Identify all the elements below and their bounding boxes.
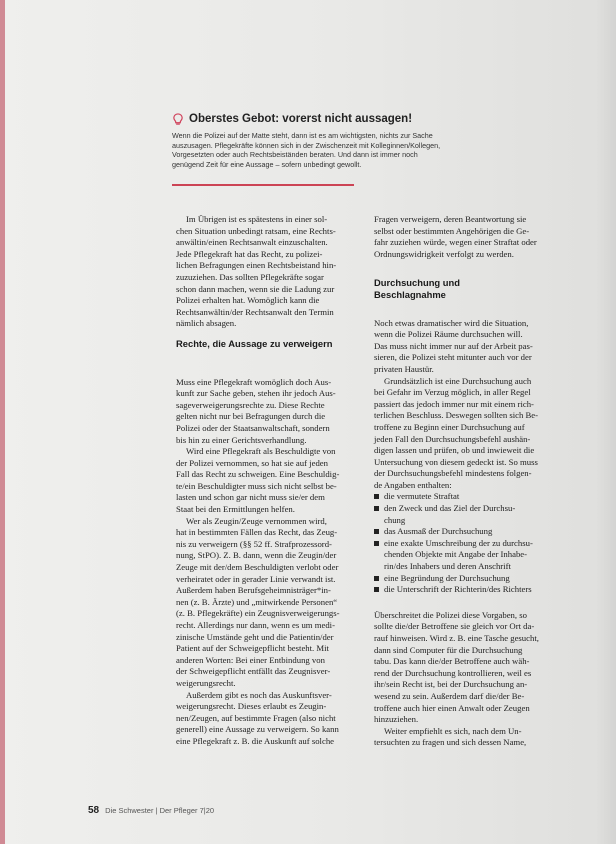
text-line: Außerdem haben Berufsgeheimnisträger*in-: [176, 585, 331, 596]
text-line: digen lassen und prüfen, ob und inwieweit die: [374, 445, 535, 456]
text-line: tabu. Das kann die/der Betroffene auch wäh-: [374, 656, 530, 667]
info-box-title: Oberstes Gebot: vorerst nicht aussagen!: [189, 113, 413, 125]
info-box-line: Wenn die Polizei auf der Matte steht, dann ist es am wichtigsten, nichts zur Sache: [172, 131, 433, 140]
bullet-icon: [374, 494, 379, 499]
text-line: weigerungsrecht.: [176, 677, 236, 688]
text-line: nen/Zeugen, auf bestimmte Fragen (also nicht: [176, 712, 336, 723]
text-line: selbst oder bestimmten Angehörigen die Ge-: [374, 225, 530, 236]
text-line: Wer als Zeugin/Zeuge vernommen wird,: [186, 515, 327, 526]
text-line: Zeuge mit der/dem Beschuldigten verlobt oder: [176, 562, 339, 573]
section-heading: Rechte, die Aussage zu verweigern: [176, 337, 333, 349]
page-edge-stripe: [0, 0, 5, 844]
section-heading: Beschlagnahme: [374, 288, 446, 300]
text-line: zuzuziehen. Das sollten Pflegekräfte sogar: [176, 271, 324, 282]
text-line: troffene zu Beginn einer Durchsuchung auf: [374, 421, 525, 432]
text-line: anderen Worten: Bei einer Entbindung von: [176, 654, 325, 665]
text-line: fahr zuziehen würde, wegen einer Straftat oder: [374, 237, 537, 248]
bullet-item: [374, 538, 558, 550]
info-box-text: [172, 131, 442, 169]
text-line: sollte die/der Betroffene sie gleich vor Ort da-: [374, 621, 535, 632]
info-box-divider: [172, 184, 354, 186]
bullet-icon: [374, 506, 379, 511]
bullet-item: [374, 573, 558, 585]
text-line: Das muss nicht immer nur auf der Arbeit pas-: [374, 340, 533, 351]
text-line: nämlich absagen.: [176, 318, 237, 329]
text-line: schon dann machen, wenn sie die Ladung zur: [176, 283, 335, 294]
text-line: Wird eine Pflegekraft als Beschuldigte von: [186, 446, 336, 457]
text-line: weigerungsrecht. Dieses erlaubt es Zeugin-: [176, 701, 327, 712]
text-line: sageverweigerungsrechte zu. Diese Rechte: [176, 399, 325, 410]
text-line: lichen Befragungen einen Rechtsbeistand hin-: [176, 260, 337, 271]
text-line: Polizei oder der Staatsanwaltschaft, sondern: [176, 422, 330, 433]
text-line: de Angaben enthalten:: [374, 479, 452, 490]
publication-source: Die Schwester | Der Pfleger 7|20: [105, 806, 215, 815]
info-box: [172, 112, 442, 169]
text-line: Ordnungswidrigkeit verfolgt zu werden.: [374, 248, 514, 259]
text-line: jeden Fall den Durchsuchungsbefehl aushän-: [374, 433, 531, 444]
text-line: Fragen verweigern, deren Beantwortung sie: [374, 214, 527, 224]
lightbulb-icon: [172, 113, 184, 126]
page-shadow: [596, 0, 616, 844]
text-line: Untersuchung von diesem gedeckt ist. So muss: [374, 456, 538, 467]
text-line: ihr/sein Recht ist, bei der Durchsuchung an-: [374, 679, 528, 690]
text-line: (z. B. Pflegekräfte) ein Zeugnisverweigerungs-: [176, 608, 340, 619]
bullet-text: eine exakte Umschreibung der zu durchsu-: [384, 537, 533, 548]
text-line: Rechtsanwältin/der Rechtsanwalt den Termin: [176, 306, 334, 317]
article-column-left: [176, 214, 356, 748]
bullet-item: [374, 526, 558, 538]
text-line: privaten Haustür.: [374, 363, 434, 374]
text-line: der Schweigepflicht entfällt das Zeugnisver-: [176, 666, 331, 677]
bullet-icon: [374, 587, 379, 592]
text-line: der Polizei vernommen, so hat sie auf jeden: [176, 457, 328, 468]
page-number: 58: [88, 805, 100, 816]
text-line: nis zu verweigern (§§ 52 ff. Strafprozessord-: [176, 538, 332, 549]
bullet-text: eine Begründung der Durchsuchung: [384, 572, 510, 583]
text-line: Weiter empfiehlt es sich, nach dem Un-: [384, 725, 522, 736]
bullet-item: [374, 584, 558, 596]
spacer: [176, 330, 356, 338]
text-line: hat in bestimmten Fällen das Recht, das Zeug-: [176, 527, 338, 538]
text-line: passiert das jedoch immer nur mit einem rich-: [374, 398, 534, 409]
article-column-right: [374, 214, 558, 749]
text-line: chen Situation unbedingt ratsam, eine Rechts-: [176, 225, 336, 236]
spacer: [374, 260, 558, 277]
text-line: Im Übrigen ist es spätestens in einer sol-: [186, 214, 328, 224]
text-line: lasten und schon gar nicht muss sie/er dem: [176, 492, 325, 503]
text-line: sieren, die Polizei steht mitunter auch vor der: [374, 352, 532, 363]
text-line: Fall das Recht zu schweigen. Eine Beschuldig-: [176, 469, 340, 480]
bullet-item: [374, 503, 558, 515]
text-line: generell) eine Aussage zu verweigern. So kann: [176, 724, 339, 735]
text-line: bei Gefahr im Verzug möglich, in aller Regel: [374, 387, 531, 398]
text-line: troffene auch hier einen Anwalt oder Zeugen: [374, 702, 530, 713]
text-line: gelten nicht nur bei Befragungen durch die: [176, 411, 326, 422]
text-line: Polizei erhalten hat. Womöglich kann die: [176, 295, 320, 306]
spacer: [176, 350, 356, 377]
text-line: Überschreitet die Polizei diese Vorgaben, so: [374, 609, 527, 620]
text-line: terlichen Beschluss. Deswegen sollten sich Be-: [374, 410, 539, 421]
bullet-continuation: chung: [384, 514, 406, 525]
text-line: Patient auf der Schweigepflicht besteht. Mit: [176, 643, 329, 654]
bullet-continuation: chenden Objekte mit Angabe der Inhabe-: [384, 549, 528, 560]
text-line: Außerdem gibt es noch das Auskunftsver-: [186, 689, 332, 700]
text-line: nen (z. B. Ärzte) und „mitwirkende Personen“: [176, 596, 338, 607]
text-line: recht. Allerdings nur dann, wenn es um medi-: [176, 620, 335, 630]
bullet-text: die Unterschrift der Richterin/des Richters: [384, 584, 532, 595]
text-line: der Durchsuchungsbefehl mindestens folgen-: [374, 468, 532, 479]
text-line: Noch etwas dramatischer wird die Situation,: [374, 317, 529, 328]
text-line: zinische Umstände geht und die Patientin/der: [176, 631, 334, 642]
bullet-icon: [374, 576, 379, 581]
bullet-continuation: rin/des Inhabers und deren Anschrift: [384, 561, 511, 572]
text-line: nung, StPO). Z. B. dann, wenn die Zeugin/der: [176, 550, 337, 561]
text-line: hinzuziehen.: [374, 714, 419, 725]
text-line: dann sind Computer für die Durchsuchung: [374, 644, 523, 655]
text-line: anwältin/einen Rechtsanwalt einzuschalten.: [176, 237, 328, 248]
text-line: kunft zur Sache geben, stehen ihr jedoch Aus-: [176, 388, 336, 399]
spacer: [374, 596, 558, 610]
text-line: wesend zu sein. Außerdem darf die/der Be-: [374, 690, 525, 701]
info-box-line: genügend Zeit für eine Aussage – sofern unbedingt gewollt.: [172, 159, 362, 169]
bullet-icon: [374, 529, 379, 534]
text-line: Staat bei den Ermittlungen helfen.: [176, 504, 295, 515]
text-line: Muss eine Pflegekraft womöglich doch Aus-: [176, 376, 332, 387]
bullet-item: [374, 491, 558, 503]
text-line: wenn die Polizei Räume durchsuchen will.: [374, 329, 523, 340]
info-box-title-row: [172, 112, 442, 126]
spacer: [374, 301, 558, 318]
text-line: verheiratet oder in gerader Linie verwandt ist.: [176, 573, 336, 584]
text-line: rend der Durchsuchung kontrollieren, weil es: [374, 667, 532, 678]
text-line: te/ein Beschuldigter muss sich nicht selbst be-: [176, 480, 337, 491]
text-line: Grundsätzlich ist eine Durchsuchung auch: [384, 375, 532, 386]
text-line: rauf hinweisen. Wird z. B. eine Tasche gesucht,: [374, 633, 539, 643]
text-line: eine Pflegekraft z. B. die Auskunft auf solche: [176, 735, 335, 746]
info-box-line: auszusagen. Pflegekräfte können sich in der Zwischenzeit mit Kolleginnen/Kollegen,: [172, 140, 441, 150]
text-line: Jede Pflegekraft hat das Recht, zu polizei-: [176, 248, 323, 259]
info-box-line: Vorgesetzten oder auch Rechtsbeiständen beraten. Und dann ist immer noch: [172, 150, 418, 160]
bullet-text: das Ausmaß der Durchsuchung: [384, 526, 493, 537]
text-line: bis hin zu einer Gerichtsverhandlung.: [176, 434, 307, 445]
section-heading: Durchsuchung und: [374, 277, 460, 289]
bullet-icon: [374, 541, 379, 546]
bullet-text: den Zweck und das Ziel der Durchsu-: [384, 503, 516, 514]
page-footer: [88, 805, 214, 816]
text-line: tersuchten zu fragen und sich dessen Name,: [374, 737, 527, 748]
bullet-text: die vermutete Straftat: [384, 491, 460, 502]
